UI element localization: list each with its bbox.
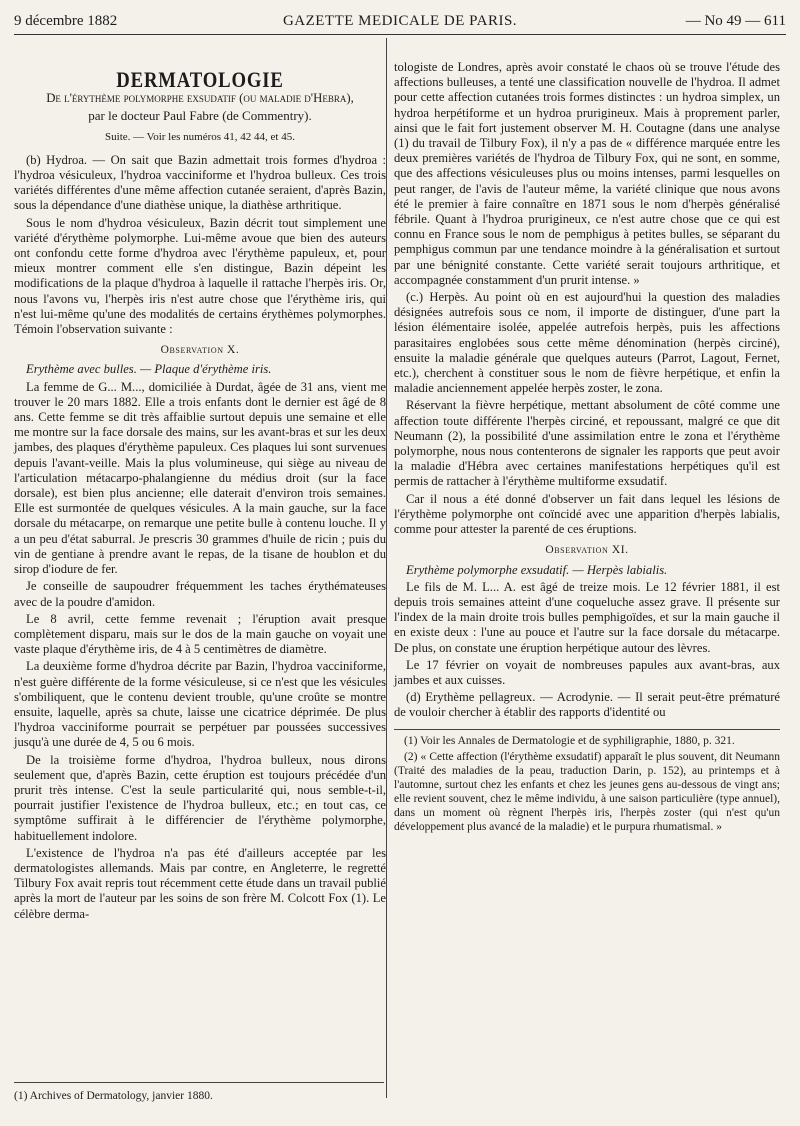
footnote: (2) « Cette affection (l'érythème exsudatif) apparaît le plus souvent, dit Neumann (Traité des maladies de la peau, traduction Darin, p. 152), au printemps et à l'automne, surtout chez les enfants et chez les jeunes gens au-dessous de vingt ans; elle revient souvent, chez le même individu, à une saison particulière (type annuel), dans un moment où règnent l'herpès iris, l'herpès zoster (qui n'est qu'un développement plus avancé de la maladie) et le purpura rhumatismal. » (394, 750, 780, 833)
header-title: GAZETTE MEDICALE DE PARIS. (282, 13, 518, 29)
paragraph: (c.) Herpès. Au point où en est aujourd'hui la question des maladies désignées autrefois sous ce nom, il importe de distinguer, d'une part la lésion élémentaire isolée, appelée autrefois herpès, puis les affections parasitaires englobées sous cette même dénomination (herpès circiné), ensuite la maladie générale que quelques auteurs (Parrot, Lagout, Fernet, etc.), cherchent à constituer sous le nom de fièvre herpétique, et enfin la maladie anciennement appelée herpès zoster, le zona. (394, 290, 780, 396)
paragraph: tologiste de Londres, après avoir constaté le chaos où se trouve l'étude des affections bulleuses, a tenté une classification nouvelle de l'hydroa. Il admet pour cette affection cutanées trois formes distinctes : un hydroa simplex, un hydroa herpétiforme et un hydroa prurigineux. Mais à proprement parler, ainsi que le fait fort justement observer M. H. Coutagne (dans une analyse (1) du travail de Tilbury Fox), il n'y a pas de « différence marquée entre les deux premières variétés de l'hydroa de Tilbury Fox, qui ne sont, en somme, que des affections vésiculeuses plus ou moins intenses, parmi lesquelles on peut ranger, de l'avis de l'auteur même, la variété clinique que nous avons été le premier à faire connaître en 1871 sous le nom d'herpès généralisé fébrile. Quant à l'hydroa prurigineux, ce n'est autre chose que ce qui est connu en France sous le nom de pemphigus à petites bulles, se séparant du pemphigus commun par une tendance moindre à la généralisation et surtout par une bénignité constante. Cette variété serait toujours arthritique, et accompagnée constamment d'un prurit intense. » (394, 60, 780, 287)
paragraph: Le 8 avril, cette femme revenait ; l'éruption avait presque complètement disparu, mais sur le dos de la main gauche on voyait une vaste plaque d'érythème iris, de 4 à 5 centimètres de diamètre. (14, 611, 386, 657)
paragraph: Car il nous a été donné d'observer un fait dans lequel les lésions de l'érythème polymorphe ont coïncidé avec une apparition d'herpès labialis, comme pour attester la parenté de ces éruptions. (394, 491, 780, 537)
continuation-note: Suite. — Voir les numéros 41, 42 44, et 45. (105, 130, 295, 143)
observation-subtitle: Erythème avec bulles. — Plaque d'érythème iris. (26, 362, 272, 377)
paragraph: Sous le nom d'hydroa vésiculeux, Bazin décrit tout simplement une variété d'érythème polymorphe. Lui-même avoue que bien des auteurs ont confondu cette forme d'hydroa avec l'érythème papuleux, et, pour mieux montrer comment elle s'en distingue, Bazin dépeint les modifications de la plaque d'hydroa à laquelle il rattache l'herpès iris. Or, nous l'avons vu, l'herpès iris n'est autre chose que l'érythème iris, qui n'est lui-même qu'une des modalités de certains érythèmes polymorphes. Témoin l'observation suivante : (14, 215, 386, 337)
paragraph: La deuxième forme d'hydroa décrite par Bazin, l'hydroa vacciniforme, n'est guère différente de la forme vésiculeuse, si ce n'est que les vésicules s'ombiliquent, que le contenu devient trouble, qu'une croûte se montre ensuite, laquelle, après sa chute, laisse une cicatrice déprimée. De plus l'hydroa vacciniforme pourrait se perpétuer par poussées successives jusqu'à une durée de 4, 5 ou 6 mois. (14, 659, 386, 750)
paragraph: Réservant la fièvre herpétique, mettant absolument de côté comme une affection toute différente l'herpès circiné, et repoussant, malgré ce que dit Neumann (2), la possibilité d'une assimilation entre le zona et l'érythème polymorphe, nous nous contenterons de signaler les rapports que peut avoir la maladie d'Hébra avec certaines manifestations herpétiques qu'il est permis de rattacher à l'érythème multiforme exsudatif. (394, 398, 780, 489)
footnote: (1) Voir les Annales de Dermatologie et de syphiligraphie, 1880, p. 321. (404, 734, 735, 747)
paragraph: La femme de G... M..., domiciliée à Durdat, âgée de 31 ans, vient me trouver le 20 mars 1882. Elle a trois enfants dont le dernier est âgé de 8 ans. Cette femme se dit très affaiblie surtout depuis une semaine et elle me montre sur la face dorsale des mains, sur les avant-bras et sur les deux jambes, des plaques d'érythème papuleux. Ces plaques lui sont survenues depuis l'avant-veille. Mais la plus volumineuse, qui siège au niveau de l'articulation métacarpo-phalangienne du médius droit (sur la face dorsale), est bien plus ancienne; elle daterait d'environ trois semaines. Elle est surmontée de quelques vésicules. A la main gauche, sur la face dorsale du métacarpe, on remarque une petite bulle à contenu louche. Il y a un peu d'état saburral. Je prescris 30 grammes d'huile de ricin ; puis du vin de gentiane à prendre avant le repas, de la tisane de houblon et du sirop d'iodure de fer. (14, 379, 386, 577)
paragraph: (b) Hydroa. — On sait que Bazin admettait trois formes d'hydroa : l'hydroa vésiculeux, l'hydroa vacciniforme et l'hydroa bulleux. Ces trois variétés différentes d'une même affection cutanée seraient, d'après Bazin, sous la dépendance d'une diathèse unique, la diathèse arthritique. (14, 152, 386, 213)
page-header (14, 8, 786, 35)
header-date: 9 décembre 1882 (14, 13, 118, 29)
footnote-rule (394, 729, 780, 730)
column-divider (386, 38, 387, 1098)
paragraph: Le 17 février on voyait de nombreuses papules aux avant-bras, aux jambes et aux cuisses. (394, 657, 780, 687)
section-title: DERMATOLOGIE (116, 67, 284, 92)
paragraph: De la troisième forme d'hydroa, l'hydroa bulleux, nous dirons seulement que, d'après Bazin, cette éruption est toujours précédée d'un prurit très intense. C'est la seule particularité qui, nous semble-t-il, pourrait justifier l'existence de l'hydroa bulleux, etc.; en tout cas, ce symptôme suffirait à le différencier de l'érythème polymorphe, habituellement indolore. (14, 752, 386, 843)
observation-heading: Observation X. (160, 344, 240, 357)
paragraph: Le fils de M. L... A. est âgé de treize mois. Le 12 février 1881, il est depuis trois semaines atteint d'une coqueluche assez grave. Il présente sur l'index de la main droite trois bulles pemphigoïdes, et sur la main gauche il en existe deux : l'une au pouce et l'autre sur la face dorsale du métacarpe. De plus, on constate une éruption herpétique autour des lèvres. (394, 579, 780, 655)
paragraph: Je conseille de saupoudrer fréquemment les taches érythémateuses avec de la poudre d'amidon. (14, 579, 386, 609)
byline: par le docteur Paul Fabre (de Commentry). (88, 108, 312, 124)
paragraph: L'existence de l'hydroa n'a pas été d'ailleurs acceptée par les dermatologistes allemands. Mais par contre, en Angleterre, le regretté Tilbury Fox avait repris tout récemment cette étude dans un travail publié après la mort de l'auteur par les soins de son frère M. Colcott Fox (1). Le célèbre derma- (14, 845, 386, 921)
right-column (394, 60, 780, 836)
observation-heading: Observation XI. (545, 544, 629, 557)
left-column (14, 44, 386, 924)
paragraph: (d) Erythème pellagreux. — Acrodynie. — Il serait peut-être prématuré de vouloir chercher à établir des rapports d'identité ou (394, 690, 780, 720)
header-issue: — No 49 — 611 (685, 13, 786, 29)
article-title: De l'érythème polymorphe exsudatif (ou maladie d'Hebra), (46, 91, 354, 106)
footnote-rule (14, 1082, 384, 1083)
footnote: (1) Archives of Dermatology, janvier 1880. (14, 1090, 213, 1102)
observation-subtitle: Erythème polymorphe exsudatif. — Herpès labialis. (406, 562, 668, 577)
